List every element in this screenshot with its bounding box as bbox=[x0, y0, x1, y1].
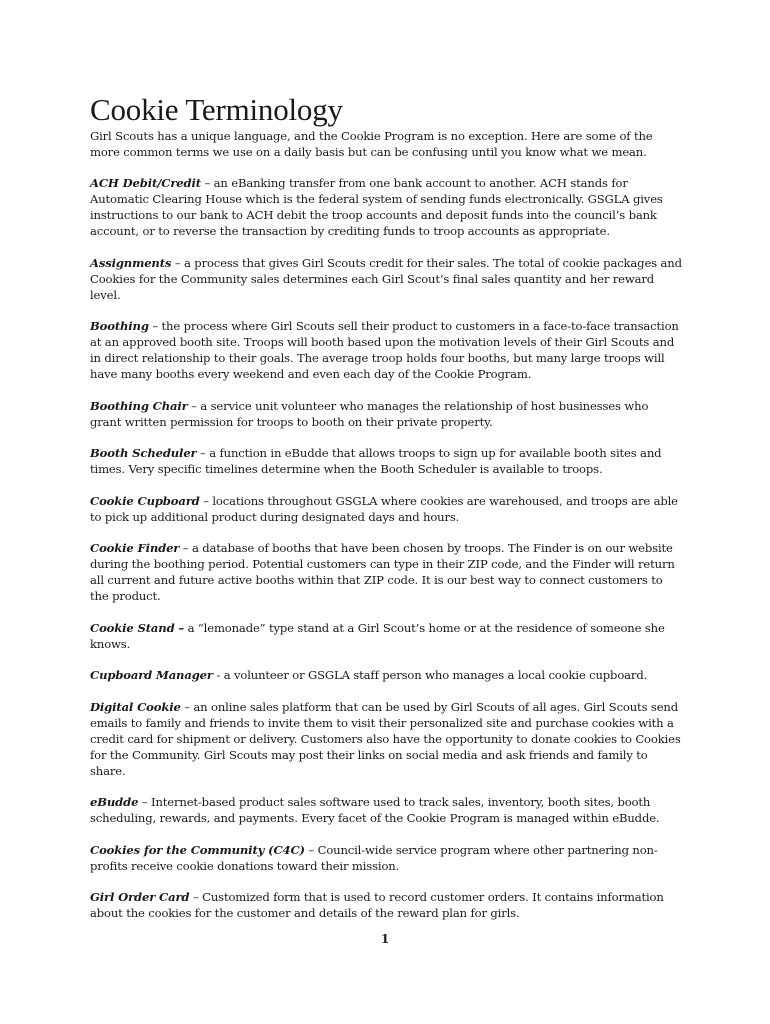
term-entry bbox=[90, 699, 682, 779]
term-entry bbox=[90, 540, 682, 604]
term-name: Cookie Finder bbox=[90, 541, 180, 555]
term-definition: – Internet-based product sales software used to track sales, inventory, booth sites, booth scheduling, rewards, and payments. Every facet of the Cookie Program is managed within eBudde. bbox=[90, 795, 660, 825]
term-name: Assignments bbox=[90, 255, 172, 270]
term-name: Boothing Chair bbox=[90, 398, 188, 413]
term-definition: - a volunteer or GSGLA staff person who manages a local cookie cupboard. bbox=[212, 668, 648, 682]
term-name: Cookie Stand – bbox=[90, 620, 185, 635]
term-name: Cookie Cupboard bbox=[90, 493, 200, 508]
page-number: 1 bbox=[380, 932, 390, 946]
term-list bbox=[90, 175, 682, 921]
term-definition: – the process where Girl Scouts sell their product to customers in a face-to-face transaction at an approved booth site. Troops will booth based upon the motivation levels of their Girl Scouts and in direct relationship to their goals. The average troop holds four booths, but many large troops will have many booths every weekend and even each day of the Cookie Program. bbox=[90, 319, 679, 381]
intro-paragraph: Girl Scouts has a unique language, and the Cookie Program is no exception. Here are some of the more common terms we use on a daily basis but can be confusing until you know what we mean. bbox=[90, 129, 653, 159]
term-name: eBudde bbox=[90, 795, 139, 809]
term-definition: – a database of booths that have been chosen by troops. The Finder is on our website during the boothing period. Potential customers can type in their ZIP code, and the Finder will return all current and future active booths within that ZIP code. It is our best way to connect customers to the product. bbox=[90, 541, 675, 603]
term-name: Boothing bbox=[90, 319, 149, 333]
term-definition: – locations throughout GSGLA where cookies are warehoused, and troops are able to pick up additional product during designated days and hours. bbox=[90, 493, 678, 524]
term-definition: – Council-wide service program where other partnering non-profits receive cookie donations toward their mission. bbox=[90, 842, 658, 873]
term-entry bbox=[90, 889, 682, 921]
term-name: Digital Cookie bbox=[90, 699, 181, 714]
term-entry bbox=[90, 398, 682, 430]
term-definition: – an eBanking transfer from one bank account to another. ACH stands for Automatic Clearing House which is the federal system of sending funds electronically. GSGLA gives instructions to our bank to ACH debit the troop accounts and deposit funds into the council’s bank account, or to reverse the transaction by crediting funds to troop accounts as appropriate. bbox=[90, 176, 663, 238]
term-definition: – Customized form that is used to record customer orders. It contains information about the cookies for the customer and details of the reward plan for girls. bbox=[90, 890, 664, 920]
term-name: Cupboard Manager bbox=[90, 668, 213, 682]
term-definition: – a process that gives Girl Scouts credit for their sales. The total of cookie packages and Cookies for the Community sales determines each Girl Scout’s final sales quantity and her reward level. bbox=[90, 255, 682, 302]
term-entry bbox=[90, 255, 682, 303]
term-name: ACH Debit/Credit bbox=[90, 176, 201, 190]
term-name: Booth Scheduler bbox=[90, 446, 197, 460]
term-entry bbox=[90, 667, 682, 683]
term-entry bbox=[90, 445, 682, 477]
term-definition: – a service unit volunteer who manages the relationship of host businesses who grant written permission for troops to booth on their private property. bbox=[90, 398, 649, 429]
page-title: Cookie Terminology bbox=[90, 92, 343, 127]
term-name: Cookies for the Community (C4C) bbox=[90, 842, 305, 857]
term-definition: – a function in eBudde that allows troops to sign up for available booth sites and times. Very specific timelines determine when the Booth Scheduler is available to troops. bbox=[90, 446, 662, 476]
term-entry bbox=[90, 842, 682, 874]
term-entry bbox=[90, 175, 682, 239]
term-definition: – an online sales platform that can be used by Girl Scouts of all ages. Girl Scouts send emails to family and friends to invite them to visit their personalized site and purchase cookies with a credit card for shipment or delivery. Customers also have the opportunity to donate cookies to Cookies for the Community. Girl Scouts may post their links on social media and ask friends and family to share. bbox=[90, 699, 681, 778]
term-definition: a “lemonade” type stand at a Girl Scout’s home or at the residence of someone she knows. bbox=[90, 620, 665, 651]
document-page bbox=[90, 92, 682, 937]
term-entry bbox=[90, 318, 682, 382]
term-entry bbox=[90, 493, 682, 525]
term-entry bbox=[90, 620, 682, 652]
term-name: Girl Order Card bbox=[90, 890, 190, 904]
term-entry bbox=[90, 794, 682, 826]
